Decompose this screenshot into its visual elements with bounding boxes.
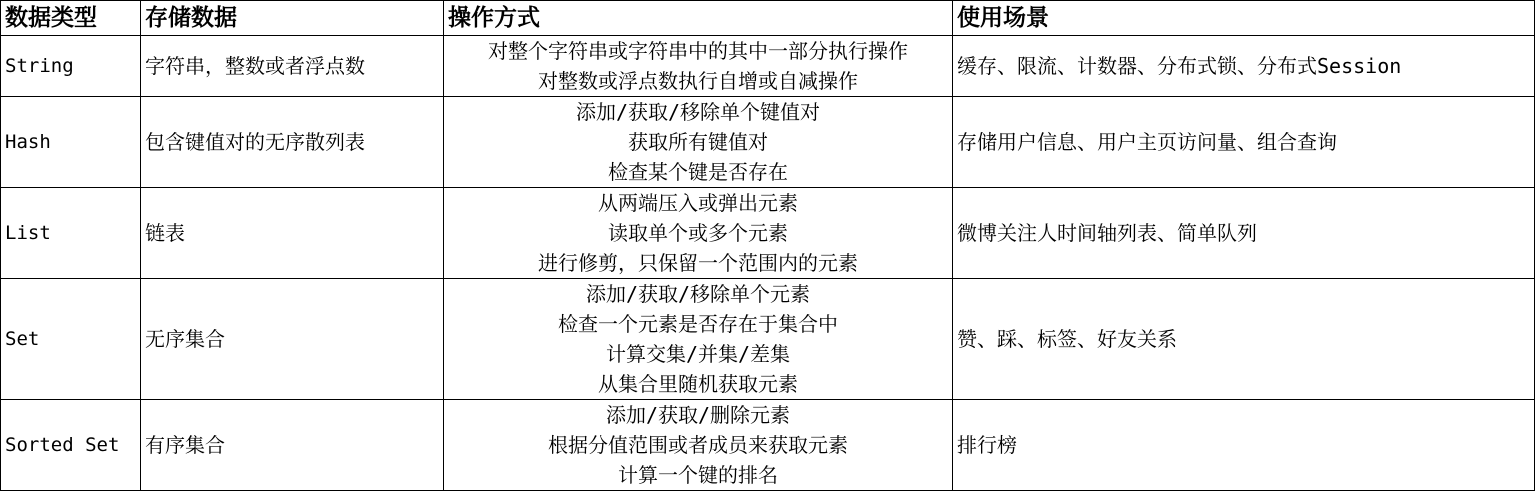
operation-line: 添加/获取/移除单个键值对: [575, 100, 821, 124]
table-row: [1, 279, 1535, 400]
usage-cell: 排行榜: [953, 400, 1535, 491]
storage-cell: 链表: [141, 188, 444, 279]
header-usage: 使用场景: [953, 1, 1535, 36]
operation-line: 根据分值范围或者成员来获取元素: [548, 433, 848, 457]
storage-cell: 有序集合: [141, 400, 444, 491]
operations-cell: [444, 279, 953, 400]
storage-cell: 字符串，整数或者浮点数: [141, 36, 444, 97]
operation-line: 对整个字符串或字符串中的其中一部分执行操作: [488, 39, 908, 63]
header-storage: 存储数据: [141, 1, 444, 36]
table-row: [1, 36, 1535, 97]
operations-cell: [444, 188, 953, 279]
header-row: [1, 1, 1535, 36]
usage-cell: 存储用户信息、用户主页访问量、组合查询: [953, 97, 1535, 188]
operation-line: 计算一个键的排名: [618, 463, 778, 487]
operation-line: 从集合里随机获取元素: [598, 372, 798, 396]
data-type-cell: Sorted Set: [1, 400, 141, 491]
header-operations: 操作方式: [444, 1, 953, 36]
table-row: [1, 400, 1535, 491]
operation-line: 从两端压入或弹出元素: [598, 191, 798, 215]
data-type-cell: Set: [1, 279, 141, 400]
storage-cell: 包含键值对的无序散列表: [141, 97, 444, 188]
operation-line: 检查一个元素是否存在于集合中: [558, 312, 838, 336]
table-row: [1, 97, 1535, 188]
operation-line: 获取所有键值对: [628, 130, 768, 154]
usage-cell: 缓存、限流、计数器、分布式锁、分布式Session: [953, 36, 1535, 97]
storage-cell: 无序集合: [141, 279, 444, 400]
table-row: [1, 188, 1535, 279]
operation-line: 读取单个或多个元素: [608, 221, 788, 245]
operations-cell: [444, 97, 953, 188]
data-type-cell: String: [1, 36, 141, 97]
operations-cell: [444, 400, 953, 491]
operation-line: 添加/获取/删除元素: [605, 403, 791, 427]
operation-line: 对整数或浮点数执行自增或自减操作: [538, 69, 858, 93]
data-type-cell: List: [1, 188, 141, 279]
operation-line: 添加/获取/移除单个元素: [585, 282, 811, 306]
operation-line: 计算交集/并集/差集: [605, 342, 791, 366]
operation-line: 检查某个键是否存在: [608, 160, 788, 184]
operations-cell: [444, 36, 953, 97]
usage-cell: 赞、踩、标签、好友关系: [953, 279, 1535, 400]
usage-cell: 微博关注人时间轴列表、简单队列: [953, 188, 1535, 279]
operation-line: 进行修剪，只保留一个范围内的元素: [538, 251, 858, 275]
header-data-type: 数据类型: [1, 1, 141, 36]
data-type-cell: Hash: [1, 97, 141, 188]
